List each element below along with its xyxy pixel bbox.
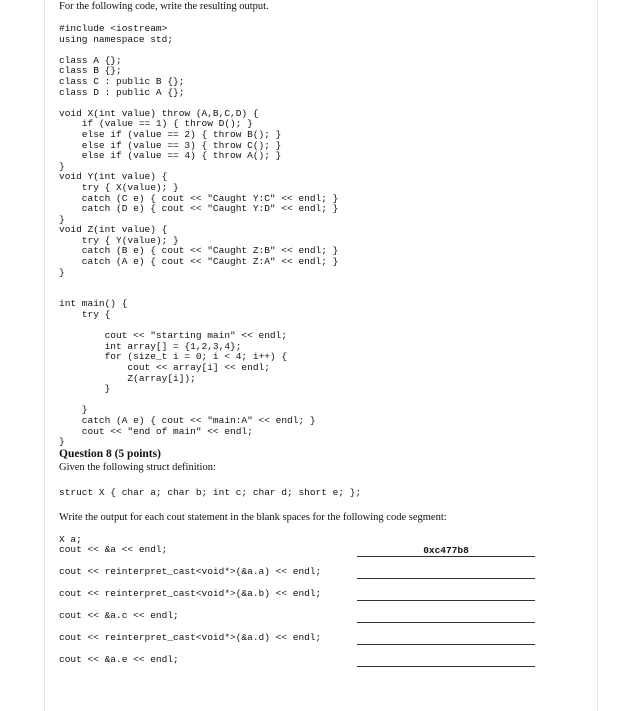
- answer-blank[interactable]: [357, 589, 535, 601]
- code-line: for (size_t i = 0; i < 4; i++) {: [59, 351, 288, 363]
- answer-blank[interactable]: [357, 633, 535, 645]
- code-line: }: [59, 404, 88, 416]
- code-line: catch (C e) { cout << "Caught Y:C" << endl; }: [59, 192, 339, 204]
- cout-statement: cout << reinterpret_cast<void*>(&a.d) << endl;: [59, 632, 322, 643]
- code-line: }: [59, 383, 111, 395]
- code-line: }: [59, 213, 65, 225]
- code-line: try {: [59, 309, 111, 321]
- code-line: }: [59, 266, 65, 278]
- answer-row: [59, 655, 529, 667]
- code-line: catch (D e) { cout << "Caught Y:D" << endl; }: [59, 203, 339, 215]
- declaration-line: X a;: [59, 534, 82, 545]
- cout-statement: cout << &a << endl;: [59, 544, 168, 555]
- answer-blank[interactable]: [357, 655, 535, 667]
- answer-row: [59, 567, 529, 579]
- document-page: [44, 0, 598, 711]
- code-line: try { Y(value); }: [59, 234, 179, 246]
- question-title: Question 8 (5 points): [59, 448, 161, 460]
- answer-row: [59, 611, 529, 623]
- code-line: cout << "end of main" << endl;: [59, 425, 253, 437]
- answer-row: [59, 589, 529, 601]
- code-line: cout << "starting main" << endl;: [59, 330, 288, 342]
- code-line: else if (value == 2) { throw B(); }: [59, 128, 282, 140]
- code-line: void Y(int value) {: [59, 171, 168, 183]
- cout-statement: cout << &a.e << endl;: [59, 654, 179, 665]
- code-line: #include <iostream>: [59, 23, 168, 34]
- code-line: else if (value == 3) { throw C(); }: [59, 139, 282, 151]
- code-line: else if (value == 4) { throw A(); }: [59, 150, 282, 162]
- code-line: cout << array[i] << endl;: [59, 362, 270, 373]
- code-line: catch (A e) { cout << "main:A" << endl; }: [59, 414, 316, 426]
- code-line: catch (A e) { cout << "Caught Z:A" << endl; }: [59, 256, 339, 268]
- code-line: int array[] = {1,2,3,4};: [59, 340, 242, 352]
- instructions-text: For the following code, write the resulting output.: [59, 1, 269, 12]
- answer-blank[interactable]: [357, 611, 535, 623]
- cout-statement: cout << reinterpret_cast<void*>(&a.a) << endl;: [59, 566, 322, 577]
- code-line: void X(int value) throw (A,B,C,D) {: [59, 107, 259, 119]
- code-line: catch (B e) { cout << "Caught Z:B" << endl; }: [59, 245, 339, 257]
- answer-blank[interactable]: [357, 567, 535, 579]
- answer-blank[interactable]: 0xc477b8: [357, 545, 535, 557]
- code-line: if (value == 1) { throw D(); }: [59, 118, 253, 130]
- code-line: Z(array[i]);: [59, 372, 196, 384]
- code-line: int main() {: [59, 298, 128, 310]
- cout-statement: cout << &a.c << endl;: [59, 610, 179, 621]
- question-instruction: Write the output for each cout statement in the blank spaces for the following code segment:: [59, 512, 447, 523]
- question-prompt: Given the following struct definition:: [59, 462, 216, 473]
- answer-row: [59, 633, 529, 645]
- cout-statement: cout << reinterpret_cast<void*>(&a.b) << endl;: [59, 588, 322, 599]
- struct-definition: struct X { char a; char b; int c; char d; short e; };: [59, 487, 362, 498]
- code-line: try { X(value); }: [59, 181, 179, 193]
- code-line: class C : public B {};: [59, 75, 185, 87]
- answer-row: [59, 545, 529, 557]
- code-block: [59, 24, 338, 448]
- code-line: using namespace std;: [59, 33, 174, 45]
- code-line: class D : public A {};: [59, 86, 185, 98]
- code-line: }: [59, 436, 65, 448]
- code-line: class B {};: [59, 65, 122, 77]
- code-line: void Z(int value) {: [59, 224, 168, 236]
- code-line: class A {};: [59, 54, 122, 66]
- code-line: }: [59, 160, 65, 172]
